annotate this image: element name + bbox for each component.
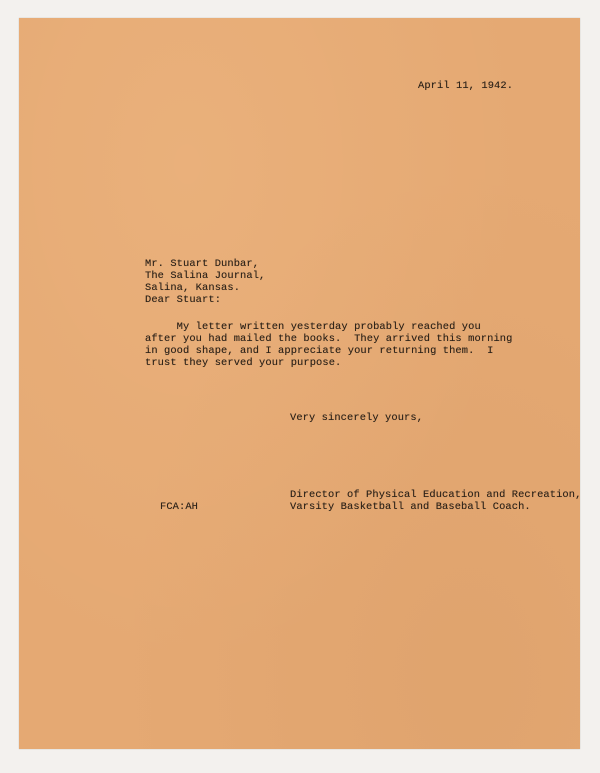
- recipient-address: [145, 258, 265, 294]
- letter-body: [145, 321, 512, 369]
- signature-title-line: Director of Physical Education and Recreation,: [290, 489, 582, 501]
- complimentary-closing: Very sincerely yours,: [290, 412, 424, 424]
- letter-date: April 11, 1942.: [418, 80, 514, 92]
- recipient-city: Salina, Kansas.: [145, 282, 241, 294]
- signature-title-line: Varsity Basketball and Baseball Coach.: [290, 501, 531, 513]
- recipient-organization: The Salina Journal,: [145, 270, 266, 282]
- body-line: in good shape, and I appreciate your returning them. I: [145, 345, 494, 357]
- body-line: trust they served your purpose.: [145, 357, 342, 369]
- reference-initials: FCA:AH: [160, 501, 199, 513]
- recipient-name: Mr. Stuart Dunbar,: [145, 258, 260, 270]
- letter-sheet: [19, 18, 580, 749]
- body-line: My letter written yesterday probably reached you: [145, 321, 481, 333]
- signature-title: [290, 489, 581, 513]
- body-line: after you had mailed the books. They arrived this morning: [145, 333, 513, 345]
- salutation: Dear Stuart:: [145, 294, 222, 306]
